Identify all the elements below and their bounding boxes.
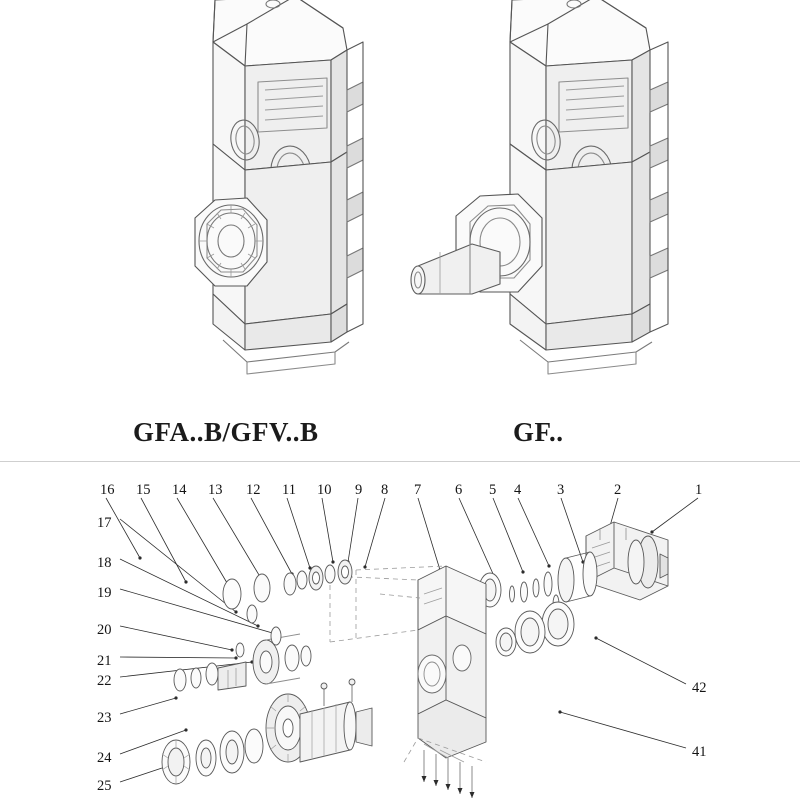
callout-41: 41	[692, 744, 707, 760]
callout-1: 1	[695, 482, 703, 498]
callout-18: 18	[97, 555, 112, 571]
callout-15: 15	[136, 482, 151, 498]
callout-2: 2	[614, 482, 622, 498]
callout-7: 7	[414, 482, 422, 498]
callout-10: 10	[317, 482, 332, 498]
exploded-view-region	[0, 462, 800, 800]
callout-6: 6	[455, 482, 463, 498]
callout-20: 20	[97, 622, 112, 638]
callout-22: 22	[97, 673, 112, 689]
callout-5: 5	[489, 482, 497, 498]
callout-8: 8	[381, 482, 389, 498]
callout-13: 13	[208, 482, 223, 498]
callout-16: 16	[100, 482, 115, 498]
caption-right-model: GF..	[513, 417, 564, 447]
callout-25: 25	[97, 778, 112, 794]
gearbox-drawing-left	[95, 0, 405, 404]
callout-17: 17	[97, 515, 112, 531]
callout-12: 12	[246, 482, 261, 498]
exploded-assembly-drawing	[0, 462, 800, 800]
callout-9: 9	[355, 482, 363, 498]
callout-14: 14	[172, 482, 187, 498]
callout-11: 11	[282, 482, 296, 498]
callout-42: 42	[692, 680, 707, 696]
gearbox-drawing-right	[400, 0, 730, 404]
callout-21: 21	[97, 653, 112, 669]
callout-4: 4	[514, 482, 522, 498]
callout-3: 3	[557, 482, 565, 498]
callout-24: 24	[97, 750, 112, 766]
callout-19: 19	[97, 585, 112, 601]
callout-23: 23	[97, 710, 112, 726]
caption-left-model: GFA..B/GFV..B	[133, 417, 319, 447]
